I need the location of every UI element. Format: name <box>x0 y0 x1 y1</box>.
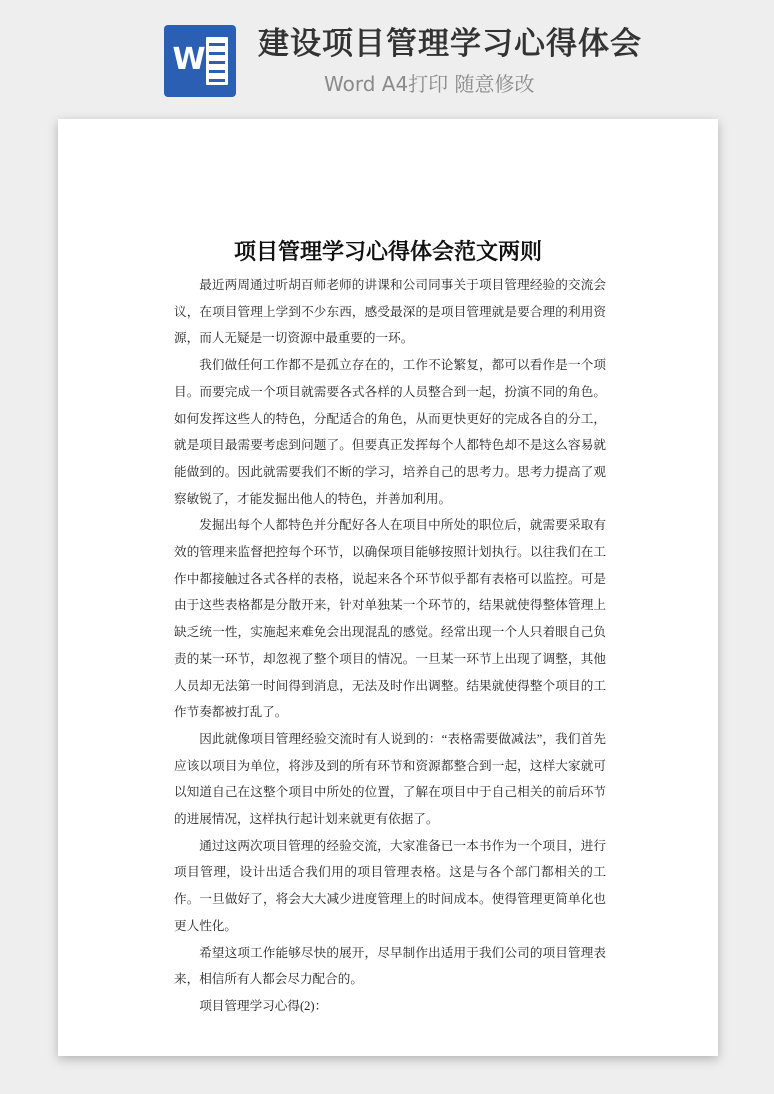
page-subtitle: Word A4打印 随意修改 <box>324 72 535 96</box>
document-page <box>58 119 718 1056</box>
page-title: 建设项目管理学习心得体会 <box>258 26 642 62</box>
paragraph: 项目管理学习心得(2)： <box>199 998 328 1013</box>
paragraph: 希望这项工作能够尽快的展开，尽早制作出适用于我们公司的项目管理表来，相信所有人都会尽力配合的。 <box>174 945 606 987</box>
document-body <box>174 272 606 1020</box>
doc-lines-icon <box>206 37 228 85</box>
paragraph: 最近两周通过听胡百师老师的讲课和公司同事关于项目管理经验的交流会议，在项目管理上学到不少东西，感受最深的是项目管理就是要合理的利用资源，而人无疑是一切资源中最重要的一环。 <box>174 278 606 346</box>
word-doc-icon <box>164 25 236 97</box>
paragraph: 因此就像项目管理经验交流时有人说到的：“表格需要做减法”，我们首先应该以项目为单位，将涉及到的所有环节和资源都整合到一起，这样大家就可以知道自己在这整个项目中所处的位置，了解在项目中于自己相关的前后环节的进展情况，这样执行起计划来就更有依据了。 <box>174 731 606 827</box>
paragraph: 我们做任何工作都不是孤立存在的，工作不论繁复，都可以看作是一个项目。而要完成一个项目就需要各式各样的人员整合到一起，扮演不同的角色。如何发挥这些人的特色，分配适合的角色，从而更快更好的完成各自的分工，就是项目最需要考虑到问题了。但要真正发挥每个人都特色却不是这么容易就能做到的。因此就需要我们不断的学习，培养自己的思考力。思考力提高了观察敏锐了，才能发掘出他人的特色，并善加利用。 <box>174 358 606 506</box>
paragraph: 通过这两次项目管理的经验交流，大家准备已一本书作为一个项目，进行项目管理，设计出适合我们用的项目管理表格。这是与各个部门都相关的工作。一旦做好了，将会大大减少进度管理上的时间成本。使得管理更简单化也更人性化。 <box>174 838 606 933</box>
header-banner <box>0 0 774 110</box>
paragraph: 发掘出每个人都特色并分配好各人在项目中所处的职位后，就需要采取有效的管理来监督把控每个环节，以确保项目能够按照计划执行。以往我们在工作中都接触过各式各样的表格，说起来各个环节似乎都有表格可以监控。可是由于这些表格都是分散开来，针对单独某一个环节的，结果就使得整体管理上缺乏统一性，实施起来难免会出现混乱的感觉。经常出现一个人只着眼自己负责的某一环节，却忽视了整个项目的情况。一旦某一环节上出现了调整，其他人员却无法第一时间得到消息，无法及时作出调整。结果就使得整个项目的工作节奏都被打乱了。 <box>174 518 606 720</box>
word-letter: W <box>172 42 206 77</box>
document-title: 项目管理学习心得体会范文两则 <box>233 239 542 264</box>
watermark <box>90 479 114 508</box>
